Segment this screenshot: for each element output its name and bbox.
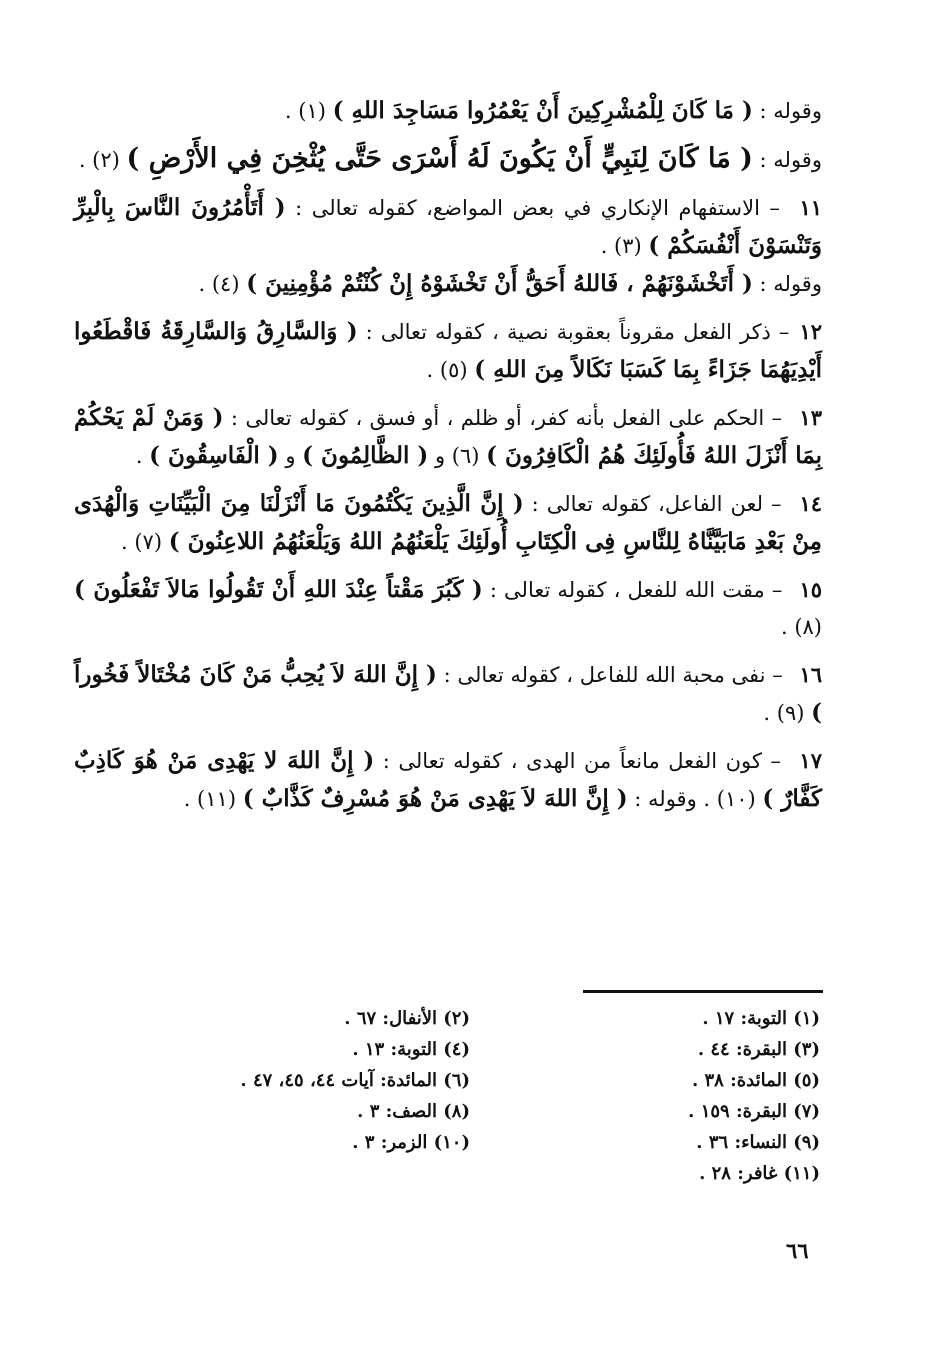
quran-verse-b: ( إِنَّ اللهَ لاَ يَهْدِى مَنْ هُوَ مُسْرِفٌ كَذَّابٌ ) <box>242 785 628 812</box>
footnote-item: (٨) الصف: ٣ . <box>357 1101 470 1122</box>
footnote-ref-2: (٤) . <box>198 272 247 296</box>
footnote-item: (١١) غافر: ٢٨ . <box>699 1163 820 1184</box>
footnote-item: (٤) التوبة: ١٣ . <box>352 1039 470 1060</box>
footnote-ref: (١٠) . وقوله : <box>627 787 763 811</box>
item-number: ١١ <box>799 195 822 220</box>
footnote-ref: (٢) . <box>78 148 127 172</box>
intro-text: وقوله : <box>752 148 822 172</box>
quran-verse-b: ( الظَّالِمُونَ ) <box>302 442 429 469</box>
footnote-item: (٣) البقرة: ٤٤ . <box>697 1039 820 1060</box>
intro-text: – الحكم على الفعل بأنه كفر، أو ظلم ، أو فسق ، كقوله تعالى : <box>223 406 790 430</box>
main-text <box>74 92 822 828</box>
intro-text-2: وقوله : <box>752 272 822 296</box>
item-number: ١٧ <box>799 748 822 773</box>
item-number: ١٥ <box>799 577 822 602</box>
quran-verse: ( وَمَنْ لَمْ يَحْكُمْ بِمَا أَنْزَلَ اللهُ فَأُولَئِكَ هُمُ الْكَافِرُونَ ) <box>74 404 822 469</box>
paragraph-13 <box>74 399 822 475</box>
paragraph-12 <box>74 313 822 389</box>
footnote-ref: (١) . <box>284 99 333 123</box>
footnote-item: (١) التوبة: ١٧ . <box>702 1008 820 1029</box>
item-number: ١٢ <box>799 319 822 344</box>
item-number: ١٣ <box>799 405 822 430</box>
paragraph-14 <box>74 485 822 561</box>
quran-verse-2: ( أَتَخْشَوْنَهُمْ ، فَاللهُ أَحَقُّ أَنْ تَخْشَوْهُ إِنْ كُنْتُمْ مُؤْمِنِينَ ) <box>246 270 753 297</box>
quran-verse: ( مَا كَانَ لِنَبِيٍّ أَنْ يَكُونَ لَهُ أَسْرَى حَتَّى يُثْخِنَ فِي الأَرْضِ ) <box>126 143 753 174</box>
quran-verse: ( مَا كَانَ لِلْمُشْرِكِينَ أَنْ يَعْمُرُوا مَسَاجِدَ اللهِ ) <box>332 97 753 124</box>
footnote-separator <box>583 990 823 993</box>
paragraph-2 <box>74 140 822 179</box>
item-number: ١٤ <box>799 491 822 516</box>
intro-text: – لعن الفاعل، كقوله تعالى : <box>523 492 790 516</box>
footnote-ref-b: (١١) . <box>183 787 243 811</box>
paragraph-1 <box>74 92 822 130</box>
quran-verse-c: ( الْفَاسِقُونَ ) <box>149 442 279 469</box>
page-number: ٦٦ <box>786 1238 809 1263</box>
intro-text: – مقت الله للفعل ، كقوله تعالى : <box>482 578 790 602</box>
paragraph-17 <box>74 742 822 818</box>
intro-text: – نفى محبة الله للفاعل ، كقوله تعالى : <box>436 663 790 687</box>
footnotes-right-column <box>580 1003 820 1189</box>
quran-verse: ( إِنَّ الَّذِينَ يَكْتُمُونَ مَا أَنْزَلْنَا مِنَ الْبَيِّنَاتِ وَالْهُدَى مِنْ بَعْدِ مَابَيَّنَّاهُ لِلنَّاسِ فِى الْكِتَابِ أُولَئِكَ يَلْعَنُهُمُ اللهُ وَيَلْعَنُهُمُ اللاعِنُونَ ) <box>74 490 822 555</box>
quran-verse: ( كَبُرَ مَقْتاً عِنْدَ اللهِ أَنْ تَقُولُوا مَالاَ تَفْعَلُونَ ) <box>74 576 483 603</box>
footnote-ref: (٧) . <box>120 530 169 554</box>
footnote-item: (١٠) الزمر: ٣ . <box>352 1132 470 1153</box>
intro-text: وقوله : <box>752 99 822 123</box>
footnote-item: (٢) الأنفال: ٦٧ . <box>344 1008 470 1029</box>
footnote-ref: (٦) و <box>428 444 487 468</box>
footnote-ref: (٥) . <box>426 358 475 382</box>
footnotes-left-column <box>170 1003 470 1158</box>
footnote-ref: (٨) . <box>780 615 822 639</box>
footnote-item: (٩) النساء: ٣٦ . <box>696 1132 820 1153</box>
intro-text: – كون الفعل مانعاً من الهدى ، كقوله تعالى : <box>374 749 790 773</box>
footnote-ref: (٩) . <box>763 701 812 725</box>
footnote-item: (٧) البقرة: ١٥٩ . <box>688 1101 820 1122</box>
quran-verse: ( وَالسَّارِقُ وَالسَّارِقَةُ فَاقْطَعُوا أَيْدِيَهُمَا جَزَاءً بِمَا كَسَبَا نَكَالاً مِنَ اللهِ ) <box>74 318 822 383</box>
intro-text: – الاستفهام الإنكاري في بعض المواضع، كقوله تعالى : <box>285 196 790 220</box>
paragraph-16 <box>74 656 822 732</box>
quran-verse: ( أَتَأْمُرُونَ النَّاسَ بِالْبِرِّ وَتَنْسَوْنَ أَنْفُسَكُمْ ) <box>74 194 822 259</box>
connector-text: و <box>278 444 303 468</box>
footnote-item: (٦) المائدة: آيات ٤٤، ٤٥، ٤٧ . <box>240 1070 470 1091</box>
footnote-item: (٥) المائدة: ٣٨ . <box>691 1070 820 1091</box>
intro-text: – ذكر الفعل مقروناً بعقوبة نصية ، كقوله تعالى : <box>357 320 790 344</box>
item-number: ١٦ <box>799 662 822 687</box>
quran-verse: ( إِنَّ اللهَ لاَ يُحِبُّ مَنْ كَانَ مُخْتَالاً فَخُوراً ) <box>74 661 822 726</box>
paragraph-11 <box>74 189 822 303</box>
footnote-ref: (٣) . <box>600 234 649 258</box>
quran-verse: ( إِنَّ اللهَ لا يَهْدِى مَنْ هُوَ كَاذِبٌ كَفَّارٌ ) <box>74 747 822 812</box>
paragraph-15 <box>74 571 822 646</box>
end-text: . <box>135 444 150 468</box>
